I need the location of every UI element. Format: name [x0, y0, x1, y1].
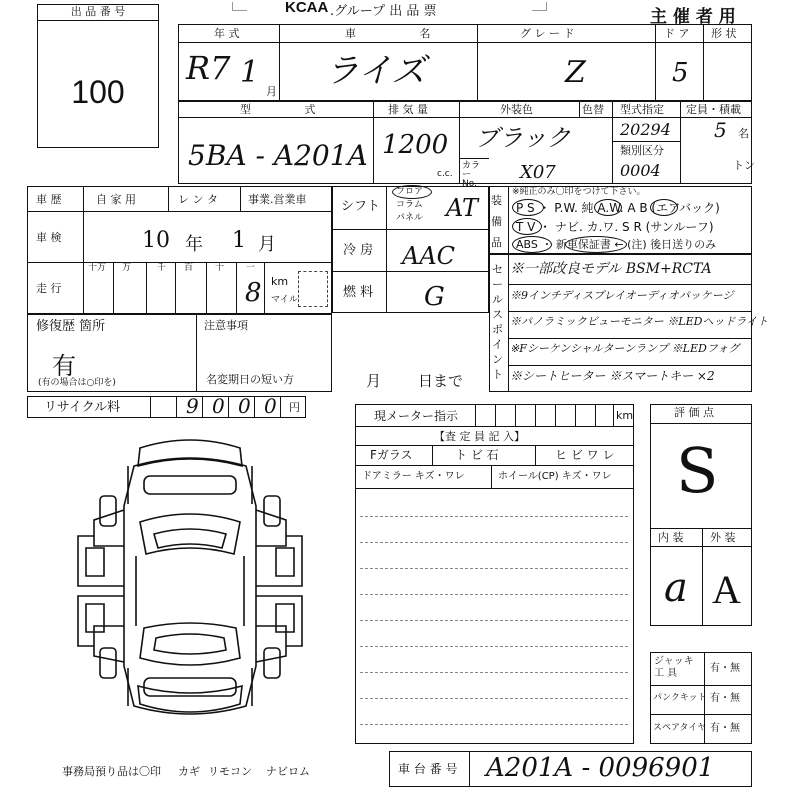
aircon-label: 冷 房 — [343, 243, 374, 258]
load-unit: トン — [733, 159, 755, 172]
color-no-value: X07 — [520, 162, 556, 183]
rating-label: 評 価 点 — [674, 406, 714, 419]
selling-points-label: セールスポイント — [492, 263, 503, 381]
grade-value: Z — [565, 55, 586, 90]
year-label: 年 式 — [214, 27, 240, 40]
selling-point-5: ※シートヒーター ※スマートキー ×2 — [510, 369, 715, 383]
category-value: 0004 — [620, 161, 661, 180]
interior-value: a — [664, 565, 688, 611]
glass-option-crack[interactable]: ヒ ビ ワ レ — [555, 448, 615, 462]
inspector-note-line[interactable] — [360, 620, 628, 621]
recycle-digit-4: 0 — [264, 394, 277, 418]
history-option-rental[interactable]: レ ン タ — [178, 193, 218, 206]
title-month-label: 月 — [366, 372, 382, 390]
spare-label: スペアタイヤ — [653, 723, 707, 733]
color-label: 外装色 — [500, 103, 533, 116]
inspector-note-line[interactable] — [360, 542, 628, 543]
recycle-digit-1: 9 — [186, 394, 199, 418]
repair-label: 修復歴 箇所 — [36, 319, 106, 334]
mileage-digit-divider — [146, 262, 147, 313]
mileage-digit-100k: 十万 — [88, 263, 107, 273]
history-option-commercial[interactable]: 事業.営業車 — [248, 193, 307, 206]
short-title-label: 名変期日の短い方 — [206, 373, 294, 386]
type-designation-value: 20294 — [620, 120, 671, 139]
repair-value: 有 — [52, 352, 76, 380]
capacity-value: 5 — [714, 118, 727, 142]
displacement-unit: c.c. — [437, 169, 453, 179]
title-day-label: 日まで — [418, 372, 464, 390]
fuel-label: 燃 料 — [343, 285, 374, 300]
category-label: 類別区分 — [620, 144, 664, 157]
equipment-row-2: T V ・ ナビ. カ.ワ. S R (サンルーフ) — [516, 220, 714, 234]
mileage-digit-1k: 千 — [157, 263, 167, 273]
mileage-value: 8 — [245, 278, 262, 308]
month-value: 1 — [240, 55, 260, 90]
car-name-value: ライズ — [325, 51, 426, 91]
exterior-label: 外 装 — [710, 531, 736, 544]
spare-option[interactable]: 有・無 — [710, 723, 740, 734]
history-option-private[interactable]: 自 家 用 — [96, 193, 136, 206]
glass-label: Fガラス — [370, 448, 413, 462]
rating-value: S — [676, 434, 719, 507]
mileage-digit-10k: 万 — [122, 263, 132, 273]
inspector-note-line[interactable] — [360, 724, 628, 725]
mileage-digit-divider — [206, 262, 207, 313]
brand-logo: KCAA — [285, 0, 329, 16]
grade-label: グ レ ー ド — [520, 27, 575, 40]
lot-number-label: 出 品 番 号 — [70, 5, 126, 18]
jack-option[interactable]: 有・無 — [710, 663, 740, 674]
role-label: 主 催 者 用 — [650, 7, 736, 27]
caution-label: 注意事項 — [204, 319, 248, 332]
form-title: .グループ 出 品 票 — [330, 4, 437, 19]
color-value: ブラック — [475, 124, 571, 152]
mileage-label: 走 行 — [36, 282, 62, 295]
inspection-month-unit: 月 — [258, 234, 276, 255]
equipment-row-3: ABS ・ 新車保証書 ← (注) 後日送りのみ — [516, 238, 717, 251]
history-label: 車 歴 — [36, 193, 62, 206]
shift-option-column[interactable]: コラム — [396, 200, 423, 210]
selling-point-2: ※9インチディスプレイオーディオパッケージ — [510, 289, 734, 302]
wheel-label: ホイール(CP) キズ・ワレ — [498, 471, 612, 482]
inspector-note-line[interactable] — [360, 594, 628, 595]
glass-option-chip[interactable]: ト ビ 石 — [455, 448, 499, 462]
name-label: 車 名 — [345, 27, 431, 40]
office-label: 事務局預り品は〇印 — [62, 765, 161, 778]
mileage-digit-1: 一 — [246, 263, 256, 273]
recycle-digit-3: 0 — [238, 394, 251, 418]
meter-label: 現メーター指示 — [374, 409, 459, 423]
office-item-key[interactable]: カギ — [178, 765, 200, 778]
inspection-month-value: 1 — [232, 228, 246, 253]
doors-label: ド ア — [664, 27, 690, 40]
fuel-value: G — [424, 282, 445, 312]
type-designation-label: 型式指定 — [620, 103, 664, 116]
equipment-row-1: P S ・ P.W. 純 A.W. A B (エアバック) — [516, 201, 720, 215]
mileage-digit-100: 百 — [184, 263, 194, 273]
model-label: 型 式 — [240, 103, 316, 116]
shift-value: AT — [446, 194, 479, 222]
inspector-note-line[interactable] — [360, 516, 628, 517]
mileage-digit-divider — [175, 262, 176, 313]
selling-point-3: ※パノラミックビューモニター ※LEDヘッドライト — [510, 315, 769, 328]
inspector-title: 【査 定 員 記 入】 — [434, 430, 525, 443]
capacity-label: 定員・積載 — [686, 103, 741, 116]
exterior-value: A — [712, 567, 741, 612]
inspector-note-line[interactable] — [360, 646, 628, 647]
shift-option-panel[interactable]: パネル — [396, 213, 424, 223]
office-item-remote[interactable]: リモコン — [208, 765, 252, 778]
shift-label: シフト — [341, 199, 381, 214]
chassis-label: 車 台 番 号 — [398, 762, 458, 776]
chassis-value: A201A - 0096901 — [486, 753, 715, 783]
inspection-label: 車 検 — [36, 231, 62, 244]
displacement-value: 1200 — [382, 130, 449, 160]
color-no-label: カラー No. — [462, 161, 481, 189]
mileage-digit-divider — [113, 262, 114, 313]
body-label: 形 状 — [711, 27, 737, 40]
car-damage-diagram[interactable] — [70, 436, 310, 736]
inspector-note-line[interactable] — [360, 698, 628, 699]
aircon-value: AAC — [402, 242, 456, 270]
model-value: 5BA - A201A — [188, 139, 368, 172]
color-change-label: 色替 — [582, 103, 604, 116]
puncture-option[interactable]: 有・無 — [710, 693, 740, 704]
shift-option-floor[interactable]: フロア — [396, 187, 424, 197]
year-value: R7 — [186, 49, 231, 87]
mileage-unit-mile: マイル — [271, 295, 298, 305]
inspector-note-line[interactable] — [360, 672, 628, 673]
inspection-year-unit: 年 — [185, 234, 203, 255]
selling-point-1: ※一部改良モデル BSM+RCTA — [510, 261, 712, 277]
inspection-year-value: 10 — [142, 228, 170, 253]
mileage-unit-km: km — [271, 275, 289, 288]
mileage-digit-divider — [264, 262, 265, 313]
lot-number: 100 — [71, 74, 125, 110]
inspector-note-line[interactable] — [360, 568, 628, 569]
repair-note: (有の場合は○印を) — [38, 378, 116, 388]
capacity-unit: 名 — [738, 127, 749, 140]
interior-label: 内 装 — [658, 531, 684, 544]
doors-value: 5 — [672, 58, 689, 88]
month-unit: 月 — [266, 85, 277, 98]
equipment-label: 装 備 品 — [491, 194, 502, 249]
equipment-note: ※純正のみ〇印をつけて下さい。 — [512, 187, 646, 197]
mileage-digit-10: 十 — [215, 263, 225, 273]
mileage-digit-divider — [236, 262, 237, 313]
displacement-label: 排 気 量 — [388, 103, 428, 116]
office-item-navi[interactable]: ナビロム — [266, 765, 310, 778]
mirror-label: ドアミラー キズ・ワレ — [362, 471, 465, 482]
selling-point-4: ※Fシーケンシャルターンランプ ※LEDフォグ — [510, 342, 740, 355]
meter-unit: km — [616, 409, 634, 422]
jack-label: ジャッキ 工 具 — [654, 656, 694, 679]
recycle-digit-2: 0 — [212, 394, 225, 418]
recycle-unit: 円 — [289, 401, 300, 414]
puncture-label: パンクキット — [653, 693, 707, 703]
recycle-label: リサイクル料 — [44, 400, 121, 415]
